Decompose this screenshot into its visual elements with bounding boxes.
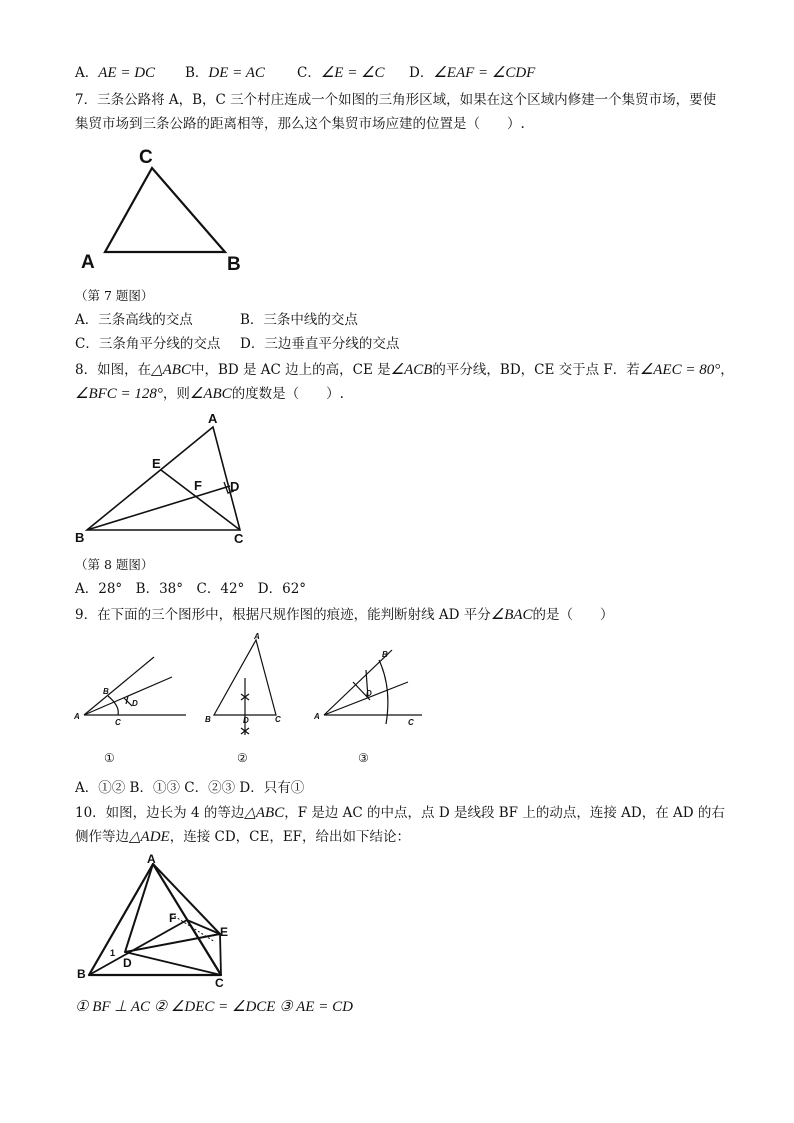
q10-stem-line2: 侧作等边△ADE，连接 CD，CE，EF，给出如下结论： bbox=[75, 829, 411, 845]
q9-fig3-label-b: B bbox=[382, 650, 388, 659]
q7-caption: （第 7 题图） bbox=[75, 288, 154, 303]
q7-label-c: C bbox=[139, 147, 153, 168]
q9-fig2-label-c: C bbox=[275, 715, 281, 724]
q7-label-b: B bbox=[227, 254, 241, 275]
q7-options-row2 bbox=[75, 335, 399, 353]
q10-label-e: E bbox=[220, 925, 229, 939]
q7-option-b: B．三条中线的交点 bbox=[240, 312, 358, 328]
q8-altitude-bd bbox=[87, 486, 230, 530]
q9-fig1-number: ① bbox=[104, 751, 115, 765]
q8-stem-line1: 8．如图，在△ABC中，BD 是 AC 边上的高，CE 是∠ACB的平分线，BD，CE 交于点 F．若∠AEC = 80°， bbox=[75, 362, 734, 378]
q9-fig3-label-a: A bbox=[314, 712, 320, 721]
q8-label-c: C bbox=[234, 531, 244, 546]
q7-figure bbox=[75, 140, 255, 280]
q9-fig3-label-d: D bbox=[366, 689, 372, 698]
q6-option-a: A．AE = DC bbox=[75, 65, 156, 81]
q9-fig1-arc bbox=[108, 696, 118, 715]
q8-label-a: A bbox=[208, 411, 218, 426]
q10-stem-line1: 10．如图，边长为 4 的等边△ABC，F 是边 AC 的中点，点 D 是线段 BF 上的动点，连接 AD，在 AD 的右 bbox=[75, 805, 725, 821]
q10-conclusions: ① BF ⊥ AC ② ∠DEC = ∠DCE ③ AE = CD bbox=[75, 999, 353, 1015]
q9-fig2-label-d: D bbox=[243, 716, 249, 725]
q10-label-a: A bbox=[147, 852, 156, 866]
q6-option-d: D．∠EAF = ∠CDF bbox=[409, 65, 536, 81]
q10-label-angle-1: 1 bbox=[110, 948, 116, 958]
q9-fig2-label-b: B bbox=[205, 715, 211, 724]
q7-options-row1 bbox=[75, 311, 358, 329]
q10-segment-cd bbox=[125, 952, 221, 975]
q9-fig2-number: ② bbox=[237, 751, 248, 765]
q10-figure bbox=[75, 850, 245, 990]
q7-option-a: A．三条高线的交点 bbox=[75, 312, 193, 328]
q7-stem-line2: 集贸市场到三条公路的距离相等，那么这个集贸市场应建的位置是（ ）. bbox=[75, 116, 525, 132]
q9-options: A．①② B．①③ C．②③ D．只有① bbox=[75, 780, 305, 796]
q9-fig1-upper-ray bbox=[84, 657, 154, 715]
q8-figure bbox=[75, 408, 275, 558]
q8-label-b: B bbox=[75, 530, 85, 545]
q9-fig1-label-c: C bbox=[115, 718, 121, 727]
q9-fig3-upper-ray bbox=[324, 650, 392, 715]
q8-caption: （第 8 题图） bbox=[75, 557, 154, 572]
q9-fig1-label-a: A bbox=[74, 712, 80, 721]
q10-label-f: F bbox=[169, 911, 177, 925]
q10-segment-fc bbox=[187, 920, 221, 975]
q6-option-c: C．∠E = ∠C bbox=[297, 65, 385, 81]
q9-stem: 9．在下面的三个图形中，根据尺规作图的痕迹，能判断射线 AD 平分∠BAC的是（ ） bbox=[75, 607, 614, 623]
q7-stem-line1: 7．三条公路将 A，B，C 三个村庄连成一个如图的三角形区域，如果在这个区域内修建一个集贸市场，要使 bbox=[75, 92, 717, 108]
q9-fig3-label-c: C bbox=[408, 718, 414, 727]
q9-fig1-label-d: D bbox=[132, 699, 138, 708]
q10-segment-ce bbox=[220, 934, 221, 975]
q7-option-c: C．三条角平分线的交点 bbox=[75, 336, 221, 352]
q8-triangle bbox=[87, 427, 240, 530]
q7-option-d: D．三边垂直平分线的交点 bbox=[240, 336, 400, 352]
q6-options bbox=[75, 64, 535, 82]
q10-label-d: D bbox=[123, 956, 132, 970]
q10-label-c: C bbox=[215, 976, 224, 990]
q8-label-d: D bbox=[230, 479, 240, 494]
q9-fig3-number: ③ bbox=[358, 751, 369, 765]
q9-fig2-label-a: A bbox=[254, 632, 260, 641]
q9-fig1-label-b: B bbox=[103, 687, 109, 696]
q7-triangle bbox=[105, 168, 225, 252]
q10-triangle-ade bbox=[125, 864, 220, 952]
q9-fig3-ray-ad bbox=[324, 682, 408, 715]
q8-stem-line2: ∠BFC = 128°，则∠ABC的度数是（ ）. bbox=[75, 386, 344, 402]
q8-options: A．28° B．38° C．42° D．62° bbox=[75, 581, 307, 597]
q7-label-a: A bbox=[81, 252, 95, 273]
q9-figures bbox=[70, 630, 440, 770]
q10-label-b: B bbox=[77, 967, 86, 981]
q6-option-b: B．DE = AC bbox=[185, 65, 265, 81]
q8-label-f: F bbox=[194, 478, 202, 493]
q8-label-e: E bbox=[152, 456, 161, 471]
